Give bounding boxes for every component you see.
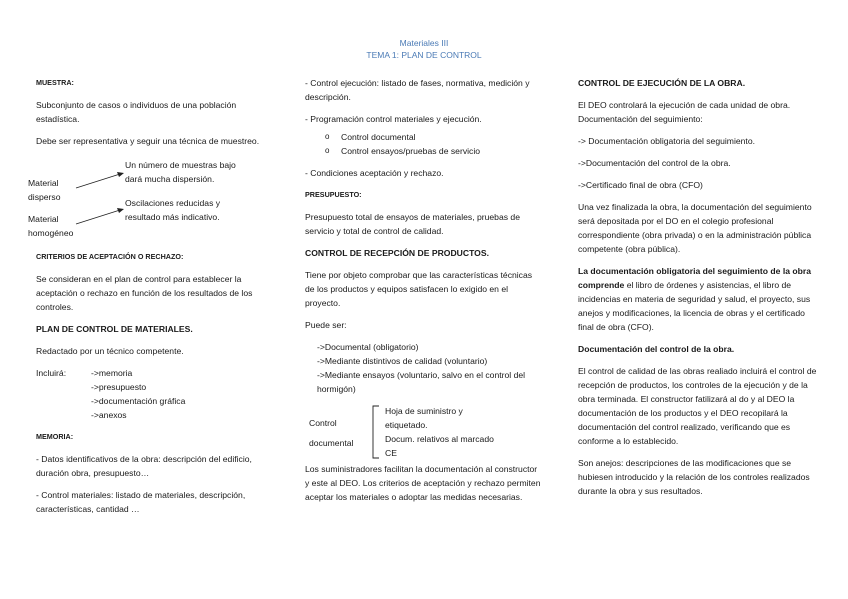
control-label-1: Control <box>309 418 337 428</box>
memoria-item-2: - Control materiales: listado de materiales, descripción, características, cantidad … <box>36 490 246 514</box>
topic-title: TEMA 1: PLAN DE CONTROL <box>366 50 482 60</box>
option-item: ->Documental (obligatorio) <box>317 342 419 352</box>
control-item: etiquetado. <box>385 420 428 430</box>
control-label-2: documental <box>309 438 354 448</box>
ejecucion-text: El DEO controlará la ejecución de cada unidad de obra. Documentación del seguimiento: <box>578 100 791 124</box>
memoria-heading: MEMORIA: <box>36 432 74 441</box>
control-documental-diagram <box>305 404 543 460</box>
bullet-item: o Control documental <box>305 130 543 144</box>
control-calidad-text: El control de calidad de las obras realiado incluirá el control de recepción de productos, los controles de la ejecución y de la obra terminada. El constructor fatilizará al do y al DEO la documentación de los productos y el DEO recopilará la documentación del control realizado, verificando que es conforme a lo establecido. <box>578 366 817 446</box>
documentacion-obligatoria-bold: La documentación obligatoria del seguimiento de la obra comprende <box>578 266 812 290</box>
option-item: ->Mediante distintivos de calidad (voluntario) <box>317 356 488 366</box>
control-item: Docum. relativos al marcado <box>385 434 494 444</box>
material-disperso-label-2: disperso <box>28 192 61 202</box>
anejos-text: Son anejos: descripciones de las modificaciones que se hubiesen introducido y la relación de los controles realizados durante la obra y sus resultados. <box>578 458 810 496</box>
incluira-label: Incluirá: <box>36 368 67 378</box>
plan-text: Redactado por un técnico competente. <box>36 346 184 356</box>
suministradores-text: Los suministradores facilitan la documentación al constructor y este al DEO. Los criterios de aceptación y rechazo permiten aceptar los materiales o adoptar las medidas necesarias. <box>305 464 541 502</box>
deposito-text: Una vez finalizada la obra, la documentación del seguimiento será depositada por el DO en el colegio profesional correspondiente (obra privada) o en la administración pública competente (obra pública). <box>578 202 812 254</box>
condiciones-item: - Condiciones aceptación y rechazo. <box>305 168 444 178</box>
incluira-item: ->presupuesto <box>91 382 147 392</box>
column-1 <box>28 76 281 524</box>
control-item: Hoja de suministro y <box>385 406 463 416</box>
option-item: ->Mediante ensayos (voluntario, salvo en el control del hormigón) <box>317 370 526 394</box>
incluira-item: ->memoria <box>91 368 133 378</box>
criterios-text: Se consideran en el plan de control para establecer la aceptación o rechazo en función de los resultados de los controles. <box>36 274 253 312</box>
column-3 <box>578 76 818 506</box>
doc-arrow-item: ->Documentación del control de la obra. <box>578 158 731 168</box>
incluira-item: ->documentación gráfica <box>91 396 186 406</box>
recepcion-heading: CONTROL DE RECEPCIÓN DE PRODUCTOS. <box>305 248 489 258</box>
memoria-item-1: - Datos identificativos de la obra: descripción del edificio, duración obra, presupuesto… <box>36 454 252 478</box>
disperso-text-1: Un número de muestras bajo <box>125 160 236 170</box>
bullet-item: o Control ensayos/pruebas de servicio <box>305 144 543 158</box>
documentacion-obligatoria-text <box>578 264 818 334</box>
homogeneo-text-1: Oscilaciones reducidas y <box>125 198 221 208</box>
programacion-item: - Programación control materiales y ejecución. <box>305 114 482 124</box>
homogeneo-text-2: resultado más indicativo. <box>125 212 220 222</box>
ejecucion-heading: CONTROL DE EJECUCIÓN DE LA OBRA. <box>578 78 746 88</box>
documentacion-obligatoria-rest: el libro de órdenes y asistencias, el libro de incidencias en materia de seguridad y salud, el proyecto, sus anejos y modificaciones, la licencia de obras y el certificado final de obra (CFO). <box>578 280 811 332</box>
recepcion-text: Tiene por objeto comprobar que las características técnicas de los productos y equipos satisfacen lo exigido en el proyecto. <box>305 270 533 308</box>
control-ejecucion-item: - Control ejecución: listado de fases, normativa, medición y descripción. <box>305 78 530 102</box>
disperso-text-2: dará mucha dispersión. <box>125 174 215 184</box>
incluira-item: ->anexos <box>91 410 127 420</box>
doc-arrow-item: ->Certificado final de obra (CFO) <box>578 180 703 190</box>
muestra-heading: MUESTRA: <box>36 78 74 87</box>
control-item: CE <box>385 448 397 458</box>
presupuesto-heading: PRESUPUESTO: <box>305 190 362 199</box>
puede-ser-label: Puede ser: <box>305 320 347 330</box>
muestra-definition: Subconjunto de casos o individuos de una población estadística. <box>36 100 237 124</box>
presupuesto-text: Presupuesto total de ensayos de materiales, pruebas de servicio y total de control de calidad. <box>305 212 520 236</box>
control-obra-heading: Documentación del control de la obra. <box>578 344 735 354</box>
material-homogeneo-label-1: Material <box>28 214 59 224</box>
sample-diagram <box>28 152 281 238</box>
incluira-block <box>36 366 281 422</box>
plan-heading: PLAN DE CONTROL DE MATERIALES. <box>36 324 193 334</box>
material-disperso-label-1: Material <box>28 178 59 188</box>
material-homogeneo-label-2: homogéneo <box>28 228 74 238</box>
muestra-requirement: Debe ser representativa y seguir una técnica de muestreo. <box>36 136 260 146</box>
doc-arrow-item: -> Documentación obligatoria del seguimiento. <box>578 136 755 146</box>
subject-title: Materiales III <box>399 38 449 48</box>
criterios-heading: CRITERIOS DE ACEPTACIÓN O RECHAZO: <box>36 252 184 261</box>
column-2 <box>305 76 543 512</box>
